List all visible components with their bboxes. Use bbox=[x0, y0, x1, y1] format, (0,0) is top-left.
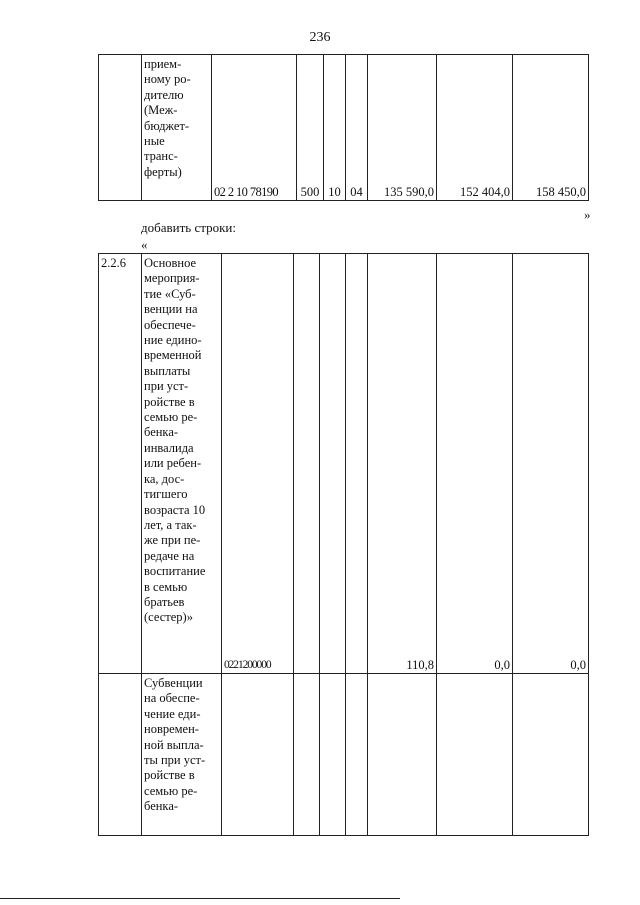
table-row bbox=[99, 674, 589, 836]
name-line: бенка- bbox=[144, 425, 179, 440]
cell-year3: 158 450,0 bbox=[513, 55, 589, 201]
name-line: же при пе- bbox=[144, 533, 201, 548]
cell-pr: 04 bbox=[346, 55, 368, 201]
closing-quote: » bbox=[584, 207, 591, 222]
name-line: бюджет- bbox=[144, 118, 190, 133]
name-line: ферты) bbox=[144, 164, 182, 179]
name-line: ты при уст- bbox=[144, 753, 206, 768]
footer-rule bbox=[0, 898, 400, 899]
budget-table-continued bbox=[98, 54, 589, 201]
name-line: или ребен- bbox=[144, 456, 202, 471]
name-line: дителю bbox=[144, 87, 184, 102]
name-line: бенка- bbox=[144, 799, 179, 814]
name-line: ройстве в bbox=[144, 394, 195, 409]
cell-year2: 0,0 bbox=[437, 254, 513, 674]
name-line: воспитание bbox=[144, 564, 206, 579]
cell-name bbox=[142, 55, 212, 201]
name-line: инвалида bbox=[144, 440, 194, 455]
add-rows-instruction: добавить строки: bbox=[141, 220, 236, 235]
cell-id bbox=[99, 674, 142, 836]
name-line: в семью bbox=[144, 579, 188, 594]
name-line: ние едино- bbox=[144, 333, 202, 348]
cell-name bbox=[142, 254, 222, 674]
cell-code: 0221200000 bbox=[222, 254, 294, 674]
cell-year2 bbox=[437, 674, 513, 836]
cell-name bbox=[142, 674, 222, 836]
name-line: (Меж- bbox=[144, 103, 178, 118]
name-line: ному ро- bbox=[144, 72, 191, 87]
name-line: обеспече- bbox=[144, 317, 196, 332]
name-line: временной bbox=[144, 348, 202, 363]
cell-rz bbox=[320, 674, 346, 836]
name-line: тигшего bbox=[144, 487, 188, 502]
name-line: на обеспе- bbox=[144, 691, 200, 706]
cell-year1: 110,8 bbox=[368, 254, 437, 674]
cell-id bbox=[99, 55, 142, 201]
name-line: мероприя- bbox=[144, 271, 200, 286]
cell-vr bbox=[294, 254, 320, 674]
cell-pr bbox=[346, 254, 368, 674]
name-line: венции на bbox=[144, 302, 198, 317]
budget-table-added-rows bbox=[98, 253, 589, 836]
name-line: семью ре- bbox=[144, 783, 198, 798]
cell-pr bbox=[346, 674, 368, 836]
name-line: Субвенции bbox=[144, 676, 203, 690]
cell-code bbox=[222, 674, 294, 836]
name-line: братьев bbox=[144, 594, 185, 609]
name-line: редаче на bbox=[144, 548, 195, 563]
name-line: ной выпла- bbox=[144, 737, 204, 752]
name-line: семью ре- bbox=[144, 410, 198, 425]
table-row bbox=[99, 55, 589, 201]
cell-year1 bbox=[368, 674, 437, 836]
name-line: возраста 10 bbox=[144, 502, 206, 517]
name-line: ка, дос- bbox=[144, 471, 185, 486]
page-number: 236 bbox=[309, 30, 331, 45]
cell-year3 bbox=[513, 674, 589, 836]
cell-year1: 135 590,0 bbox=[368, 55, 437, 201]
name-line: прием- bbox=[144, 57, 182, 71]
name-line: Основное bbox=[144, 256, 197, 270]
name-line: тие «Суб- bbox=[144, 286, 196, 301]
cell-vr: 500 bbox=[297, 55, 324, 201]
cell-year3: 0,0 bbox=[513, 254, 589, 674]
name-line: выплаты bbox=[144, 363, 191, 378]
name-line: ные bbox=[144, 134, 165, 149]
cell-year2: 152 404,0 bbox=[437, 55, 513, 201]
opening-quote: « bbox=[141, 237, 148, 252]
cell-rz bbox=[320, 254, 346, 674]
table-row bbox=[99, 254, 589, 674]
name-line: транс- bbox=[144, 149, 178, 164]
name-line: новремен- bbox=[144, 722, 199, 737]
name-line: чение еди- bbox=[144, 706, 201, 721]
cell-code: 02 2 10 78190 bbox=[212, 55, 297, 201]
cell-id: 2.2.6 bbox=[99, 254, 142, 674]
cell-rz: 10 bbox=[324, 55, 346, 201]
cell-vr bbox=[294, 674, 320, 836]
name-line: при уст- bbox=[144, 379, 189, 394]
name-line: ройстве в bbox=[144, 768, 195, 783]
name-line: лет, а так- bbox=[144, 517, 197, 532]
name-line: (сестер)» bbox=[144, 610, 193, 625]
